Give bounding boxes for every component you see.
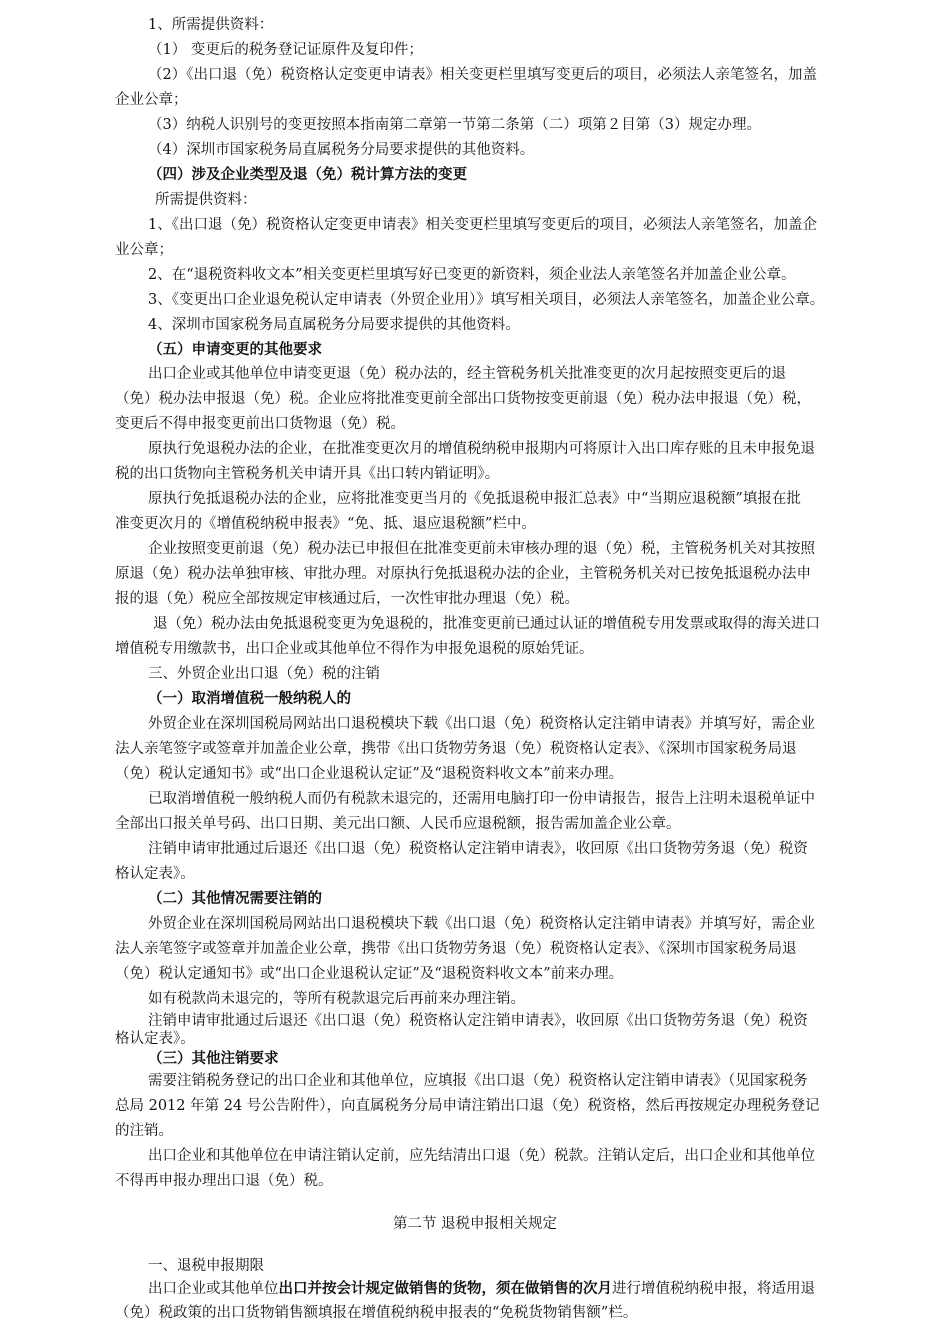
text-line: 法人亲笔签字或签章并加盖企业公章，携带《出口货物劳务退（免）税资格认定表》、《深圳市国家税务局退 (115, 941, 797, 957)
text-line: 总局 2012 年第 24 号公告附件），向直属税务分局申请注销出口退（免）税资格，然后再按规定办理税务登记 (115, 1098, 820, 1114)
text-line: 法人亲笔签字或签章并加盖企业公章，携带《出口货物劳务退（免）税资格认定表》、《深圳市国家税务局退 (115, 741, 797, 757)
section-heading: （四）涉及企业类型及退（免）税计算方法的变更 (148, 166, 467, 183)
text-line: 退（免）税办法由免抵退税变更为免退税的，批准变更前已通过认证的增值税专用发票或取得的海关进口 (153, 616, 820, 632)
text-line: 全部出口报关单号码、出口日期、美元出口额、人民币应退税额，报告需加盖企业公章。 (115, 816, 681, 832)
text-run: 出口企业或其他单位 (148, 1281, 279, 1297)
text-line: 增值税专用缴款书，出口企业或其他单位不得作为申报免退税的原始凭证。 (115, 641, 594, 657)
text-line: 1、所需提供资料： (148, 17, 274, 33)
text-line: 原执行免退税办法的企业，在批准变更次月的增值税纳税申报期内可将原计入出口库存账的且未申报免退 (148, 441, 815, 457)
text-line: （2）《出口退（免）税资格认定变更申请表》相关变更栏里填写变更后的项目，必须法人亲笔签名，加盖 (148, 67, 817, 83)
text-line: 外贸企业在深圳国税局网站出口退税模块下载《出口退（免）税资格认定注销申请表》并填写好，需企业 (148, 716, 815, 732)
text-line: 格认定表》。 (115, 866, 195, 882)
text-line: 需要注销税务登记的出口企业和其他单位，应填报《出口退（免）税资格认定注销申请表》（见国家税务 (148, 1073, 808, 1089)
text-line: （免）税政策的出口货物销售额填报在增值税纳税申报表的“免税货物销售额”栏。 (115, 1305, 638, 1321)
text-line: 税的出口货物向主管税务机关申请开具《出口转内销证明》。 (115, 466, 500, 482)
text-line: 注销申请审批通过后退还《出口退（免）税资格认定注销申请表》，收回原《出口货物劳务退（免）税资 (148, 1013, 808, 1029)
text-line: 格认定表》。 (115, 1031, 195, 1047)
text-line: （免）税办法申报退（免）税。企业应将批准变更前全部出口货物按变更前退（免）税办法申报退（免）税， (115, 391, 811, 407)
text-line: 外贸企业在深圳国税局网站出口退税模块下载《出口退（免）税资格认定注销申请表》并填写好，需企业 (148, 916, 815, 932)
text-line: 原退（免）税办法单独审核、审批办理。对原执行免抵退税办法的企业，主管税务机关对已按免抵退税办法申 (115, 566, 811, 582)
text-line: 业公章； (115, 242, 173, 258)
section-heading: （三）其他注销要求 (148, 1050, 279, 1067)
text-line: 变更后不得申报变更前出口货物退（免）税。 (115, 416, 405, 432)
text-line: （免）税认定通知书》或“出口企业退税认定证”及“退税资料收文本”前来办理。 (115, 766, 624, 782)
text-line: 原执行免抵退税办法的企业，应将批准变更当月的《免抵退税申报汇总表》中“当期应退税额”填报在批 (148, 491, 801, 507)
text-line: （4）深圳市国家税务局直属税务分局要求提供的其他资料。 (148, 142, 535, 158)
chapter-section-title: 第二节 退税申报相关规定 (392, 1216, 558, 1232)
text-line: 3、《变更出口企业退免税认定申请表（外贸企业用）》填写相关项目，必须法人亲笔签名，加盖企业公章。 (148, 292, 825, 308)
text-line: 注销申请审批通过后退还《出口退（免）税资格认定注销申请表》，收回原《出口货物劳务退（免）税资 (148, 841, 808, 857)
text-line: 出口企业和其他单位在申请注销认定前，应先结清出口退（免）税款。注销认定后，出口企业和其他单位 (148, 1148, 815, 1164)
section-heading: （一）取消增值税一般纳税人的 (148, 690, 351, 707)
text-line: 已取消增值税一般纳税人而仍有税款未退完的，还需用电脑打印一份申请报告，报告上注明未退税单证中 (148, 791, 815, 807)
text-line: （1） 变更后的税务登记证原件及复印件； (148, 42, 423, 58)
text-line: （免）税认定通知书》或“出口企业退税认定证”及“退税资料收文本”前来办理。 (115, 966, 624, 982)
text-run: 进行增值税纳税申报，将适用退 (612, 1281, 815, 1297)
text-line: 1、《出口退（免）税资格认定变更申请表》相关变更栏里填写变更后的项目，必须法人亲笔签名，加盖企 (148, 217, 817, 233)
text-line-mixed (148, 1279, 938, 1299)
text-line: 2、在“退税资料收文本”相关变更栏里填写好已变更的新资料，须企业法人亲笔签名并加盖企业公章。 (148, 267, 796, 283)
text-line: （3）纳税人识别号的变更按照本指南第二章第一节第二条第（二）项第２目第（3）规定办理。 (148, 117, 761, 133)
section-heading: （五）申请变更的其他要求 (148, 341, 322, 358)
text-line: 准变更次月的《增值税纳税申报表》“免、抵、退应退税额”栏中。 (115, 516, 536, 532)
text-line: 4、深圳市国家税务局直属税务分局要求提供的其他资料。 (148, 317, 520, 333)
text-line: 的注销。 (115, 1123, 173, 1139)
text-line: 不得再申报办理出口退（免）税。 (115, 1173, 333, 1189)
emphasis-run: 出口并按会计规定做销售的货物，须在做销售的次月 (278, 1280, 612, 1297)
section-heading: 三、外贸企业出口退（免）税的注销 (148, 666, 380, 682)
text-line: 出口企业或其他单位申请变更退（免）税办法的，经主管税务机关批准变更的次月起按照变更后的退 (148, 366, 786, 382)
text-line: 所需提供资料： (155, 192, 257, 208)
text-line: 如有税款尚未退完的，等所有税款退完后再前来办理注销。 (148, 991, 525, 1007)
text-line: 企业公章； (115, 92, 188, 108)
section-heading: 一、退税申报期限 (148, 1258, 264, 1274)
section-heading: （二）其他情况需要注销的 (148, 890, 322, 907)
text-line: 企业按照变更前退（免）税办法已申报但在批准变更前未审核办理的退（免）税，主管税务机关对其按照 (148, 541, 815, 557)
text-line: 报的退（免）税应全部按规定审核通过后，一次性审批办理退（免）税。 (115, 591, 579, 607)
